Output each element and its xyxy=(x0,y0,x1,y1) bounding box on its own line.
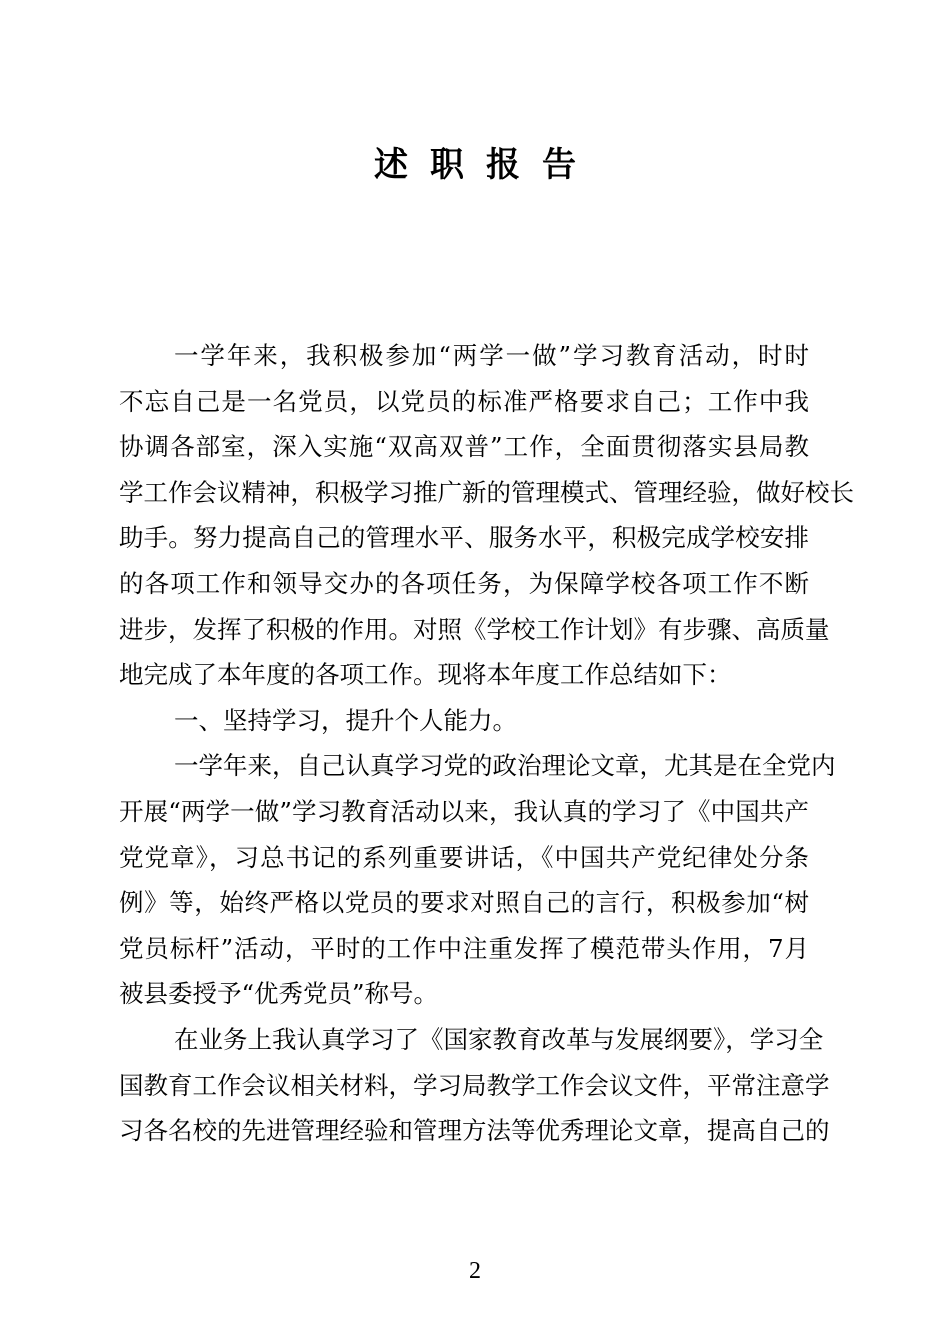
text-line: 不忘自己是一名党员，以党员的标准严格要求自己；工作中我 xyxy=(119,386,809,416)
text-line: 一学年来，自己认真学习党的政治理论文章，尤其是在全党内 xyxy=(174,751,836,781)
page-number: 2 xyxy=(469,1258,481,1284)
text-line: 习各名校的先进管理经验和管理方法等优秀理论文章，提高自己的 xyxy=(119,1116,830,1146)
document-title: 述职报告 xyxy=(374,145,598,185)
document-body xyxy=(119,333,854,1154)
text-line: 地完成了本年度的各项工作。现将本年度工作总结如下： xyxy=(119,660,732,690)
text-line: 进步，发挥了积极的作用。对照《学校工作计划》有步骤、高质量 xyxy=(119,614,830,644)
text-line: 在业务上我认真学习了《国家教育改革与发展纲要》，学习全 xyxy=(174,1024,824,1054)
text-line: 助手。努力提高自己的管理水平、服务水平，积极完成学校安排 xyxy=(119,523,809,553)
text-line: 一学年来，我积极参加“两学一做”学习教育活动，时时 xyxy=(174,341,809,370)
text-line: 党员标杆”活动，平时的工作中注重发挥了模范带头作用，7月 xyxy=(119,933,809,963)
text-line: 一、坚持学习，提升个人能力。 xyxy=(174,705,517,735)
text-line: 被县委授予“优秀党员”称号。 xyxy=(119,979,439,1009)
text-line: 的各项工作和领导交办的各项任务，为保障学校各项工作不断 xyxy=(119,568,809,598)
text-line: 学工作会议精神，积极学习推广新的管理模式、管理经验，做好校长 xyxy=(119,477,854,507)
text-line: 例》等，始终严格以党员的要求对照自己的言行，积极参加“树 xyxy=(119,888,809,918)
text-line: 国教育工作会议相关材料，学习局教学工作会议文件，平常注意学 xyxy=(119,1070,830,1100)
text-line: 党党章》，习总书记的系列重要讲话，《中国共产党纪律处分条 xyxy=(119,842,809,872)
text-line: 协调各部室，深入实施“双高双普”工作，全面贯彻落实县局教 xyxy=(119,432,809,462)
text-line: 开展“两学一做”学习教育活动以来，我认真的学习了《中国共产 xyxy=(119,796,809,826)
